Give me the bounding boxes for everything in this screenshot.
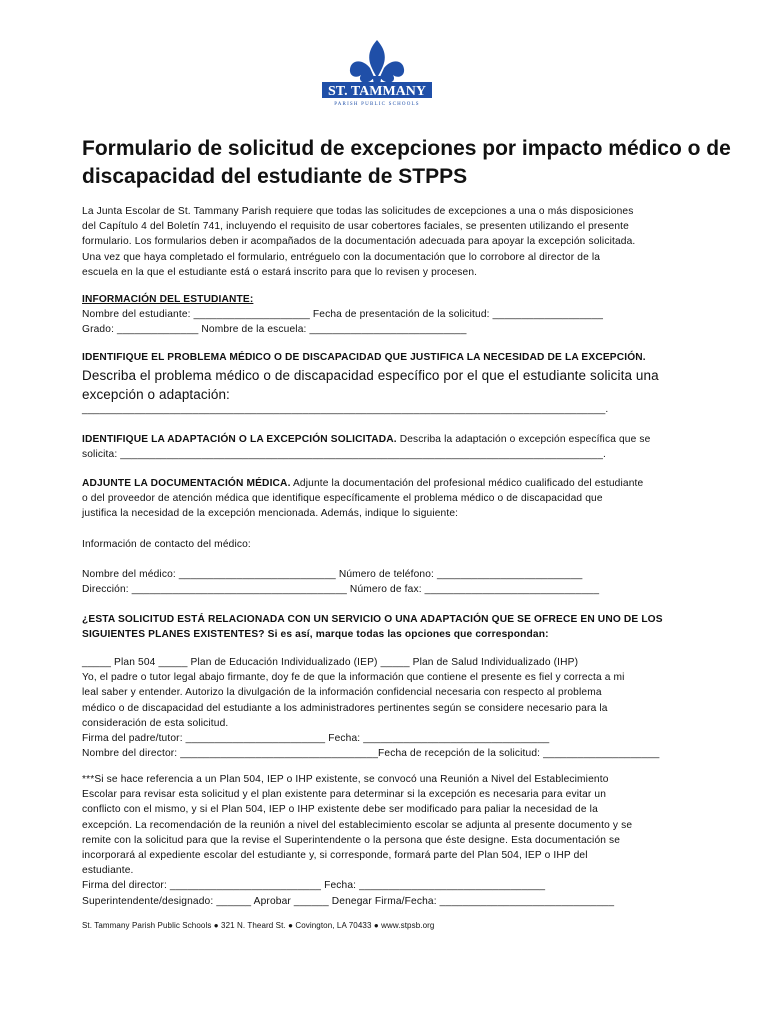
note-line: conflicto con el mismo, y si el Plan 504, IEP o IHP existente debe ser modificado para paliar la necesidad de la xyxy=(82,804,598,816)
student-name-date-field[interactable]: Nombre del estudiante: ____________________ Fecha de presentación de la solicitud: ___________________ xyxy=(82,309,604,321)
plans-body xyxy=(82,655,722,761)
note-line: incorporará al expediente escolar del estudiante y, si corresponde, formará parte del Plan 504, IEP o IHP del xyxy=(82,850,588,862)
superintendent-decision-field[interactable]: Superintendente/designado: ______ Aprobar ______ Denegar Firma/Fecha: ______________________________ xyxy=(82,895,615,907)
consent-line: Yo, el padre o tutor legal abajo firmante, doy fe de que la información que contiene el presente es fiel y correcta a mi xyxy=(82,672,625,684)
form-title xyxy=(82,135,731,191)
st-tammany-logo xyxy=(318,38,436,108)
student-info-heading: INFORMACIÓN DEL ESTUDIANTE: xyxy=(82,294,254,305)
contact-label-block xyxy=(82,537,722,552)
problem-text-2: excepción o adaptación: xyxy=(82,387,230,402)
doctor-fields xyxy=(82,567,722,597)
problem-heading: IDENTIFIQUE EL PROBLEMA MÉDICO O DE DISCAPACIDAD QUE JUSTIFICA LA NECESIDAD DE LA EXCEPCIÓN. xyxy=(82,352,646,363)
plans-heading-1: ¿ESTA SOLICITUD ESTÁ RELACIONADA CON UN SERVICIO O UNA ADAPTACIÓN QUE SE OFRECE EN UNO DE LOS xyxy=(82,614,663,625)
title-line-2: discapacidad del estudiante de STPPS xyxy=(82,165,468,188)
bullet-icon: ● xyxy=(373,921,382,930)
documentation-text: Adjunte la documentación del profesional médico cualificado del estudiante xyxy=(290,478,644,489)
address-fax-field[interactable]: Dirección: _____________________________________ Número de fax: ______________________________ xyxy=(82,584,600,596)
note-line: remite con la solicitud para que la revise el Superintendente o la persona que éste designe. Esta documentación se xyxy=(82,834,621,846)
problem-blank-field[interactable]: __________________________________________________________________________________________. xyxy=(82,404,609,415)
intro-line: La Junta Escolar de St. Tammany Parish requiere que todas las solicitudes de excepciones a una o más disposiciones xyxy=(82,206,634,217)
intro-line: del Capítulo 4 del Boletín 741, incluyendo el requisito de usar cobertores faciales, se presenten utilizando el presente xyxy=(82,221,629,233)
parent-signature-field[interactable]: Firma del padre/tutor: ________________________ Fecha: ________________________________ xyxy=(82,733,550,745)
grade-school-field[interactable]: Grado: ______________ Nombre de la escuela: ___________________________ xyxy=(82,324,467,336)
logo-subtext: PARISH PUBLIC SCHOOLS xyxy=(334,102,420,107)
logo-text: ST. TAMMANY xyxy=(328,84,426,99)
accommodation-section xyxy=(82,432,722,462)
accommodation-text: Describa la adaptación o excepción específica que se xyxy=(396,434,651,445)
title-line-1: Formulario de solicitud de excepciones por impacto médico o de xyxy=(82,137,731,160)
bullet-icon: ● xyxy=(213,921,222,930)
documentation-line-3: justifica la necesidad de la excepción mencionada. Además, indique lo siguiente: xyxy=(82,508,459,520)
director-signature-field[interactable]: Firma del director: __________________________ Fecha: ________________________________ xyxy=(82,880,546,892)
intro-line: escuela en la que el estudiante está o estará inscrito para que lo revisen y procesen. xyxy=(82,266,478,278)
consent-line: leal saber y entender. Autorizo la divulgación de la información confidencial necesaria con respecto al problema xyxy=(82,687,602,699)
footer xyxy=(82,921,434,930)
note-line: ***Si se hace referencia a un Plan 504, IEP o IHP existente, se convocó una Reunión a Nivel del Establecimiento xyxy=(82,774,609,785)
accommodation-blank-field[interactable]: solicita: ___________________________________________________________________________________. xyxy=(82,449,606,461)
plan-options-checkboxes[interactable]: _____ Plan 504 _____ Plan de Educación Individualizado (IEP) _____ Plan de Salud Individualizado (IHP) xyxy=(82,657,579,668)
footer-city: Covington, LA 70433 xyxy=(295,921,372,930)
doctor-name-phone-field[interactable]: Nombre del médico: ___________________________ Número de teléfono: _________________________ xyxy=(82,569,583,580)
intro-line: formulario. Los formularios deben ir acompañados de la documentación adecuada para apoyar la excepción solicitada. xyxy=(82,236,636,248)
plans-heading-2: SIGUIENTES PLANES EXISTENTES? Si es así, marque todas las opciones que correspondan: xyxy=(82,629,549,641)
problem-text-1: Describa el problema médico o de discapacidad específico por el que el estudiante solicita una xyxy=(82,368,659,383)
bullet-icon: ● xyxy=(288,921,296,930)
intro-line: Una vez que haya completado el formulario, entréguelo con la documentación que lo corrobore al director de la xyxy=(82,251,601,263)
problem-section xyxy=(82,350,722,365)
problem-description xyxy=(82,366,722,404)
plans-section xyxy=(82,612,722,642)
footer-website: www.stpsb.org xyxy=(381,921,435,930)
note-line: Escolar para revisar esta solicitud y el plan existente para determinar si la excepción es necesaria para evitar un xyxy=(82,789,607,801)
consent-line: consideración de esta solicitud. xyxy=(82,717,229,729)
doctor-contact-label: Información de contacto del médico: xyxy=(82,539,251,550)
documentation-heading: ADJUNTE LA DOCUMENTACIÓN MÉDICA. xyxy=(82,478,291,489)
footer-org: St. Tammany Parish Public Schools xyxy=(82,921,212,930)
note-section xyxy=(82,772,722,909)
student-info-section xyxy=(82,292,722,338)
principal-name-field[interactable]: Nombre del director: __________________________________Fecha de recepción de la solicitud: ____________________ xyxy=(82,748,660,760)
accommodation-heading: IDENTIFIQUE LA ADAPTACIÓN O LA EXCEPCIÓN SOLICITADA. xyxy=(82,434,397,445)
consent-line: médico o de discapacidad del estudiante a los administradores pertinentes según se considere necesario para la xyxy=(82,702,608,714)
documentation-section xyxy=(82,476,722,522)
note-line: excepción. La recomendación de la reunión a nivel del establecimiento escolar se adjunta al presente documento y se xyxy=(82,819,633,831)
footer-address: 321 N. Theard St. xyxy=(221,921,286,930)
note-line: estudiante. xyxy=(82,865,134,877)
intro-paragraph xyxy=(82,204,722,280)
documentation-line-2: o del proveedor de atención médica que identifique específicamente el problema médico o de discapacidad que xyxy=(82,493,603,505)
problem-blank xyxy=(82,402,722,417)
